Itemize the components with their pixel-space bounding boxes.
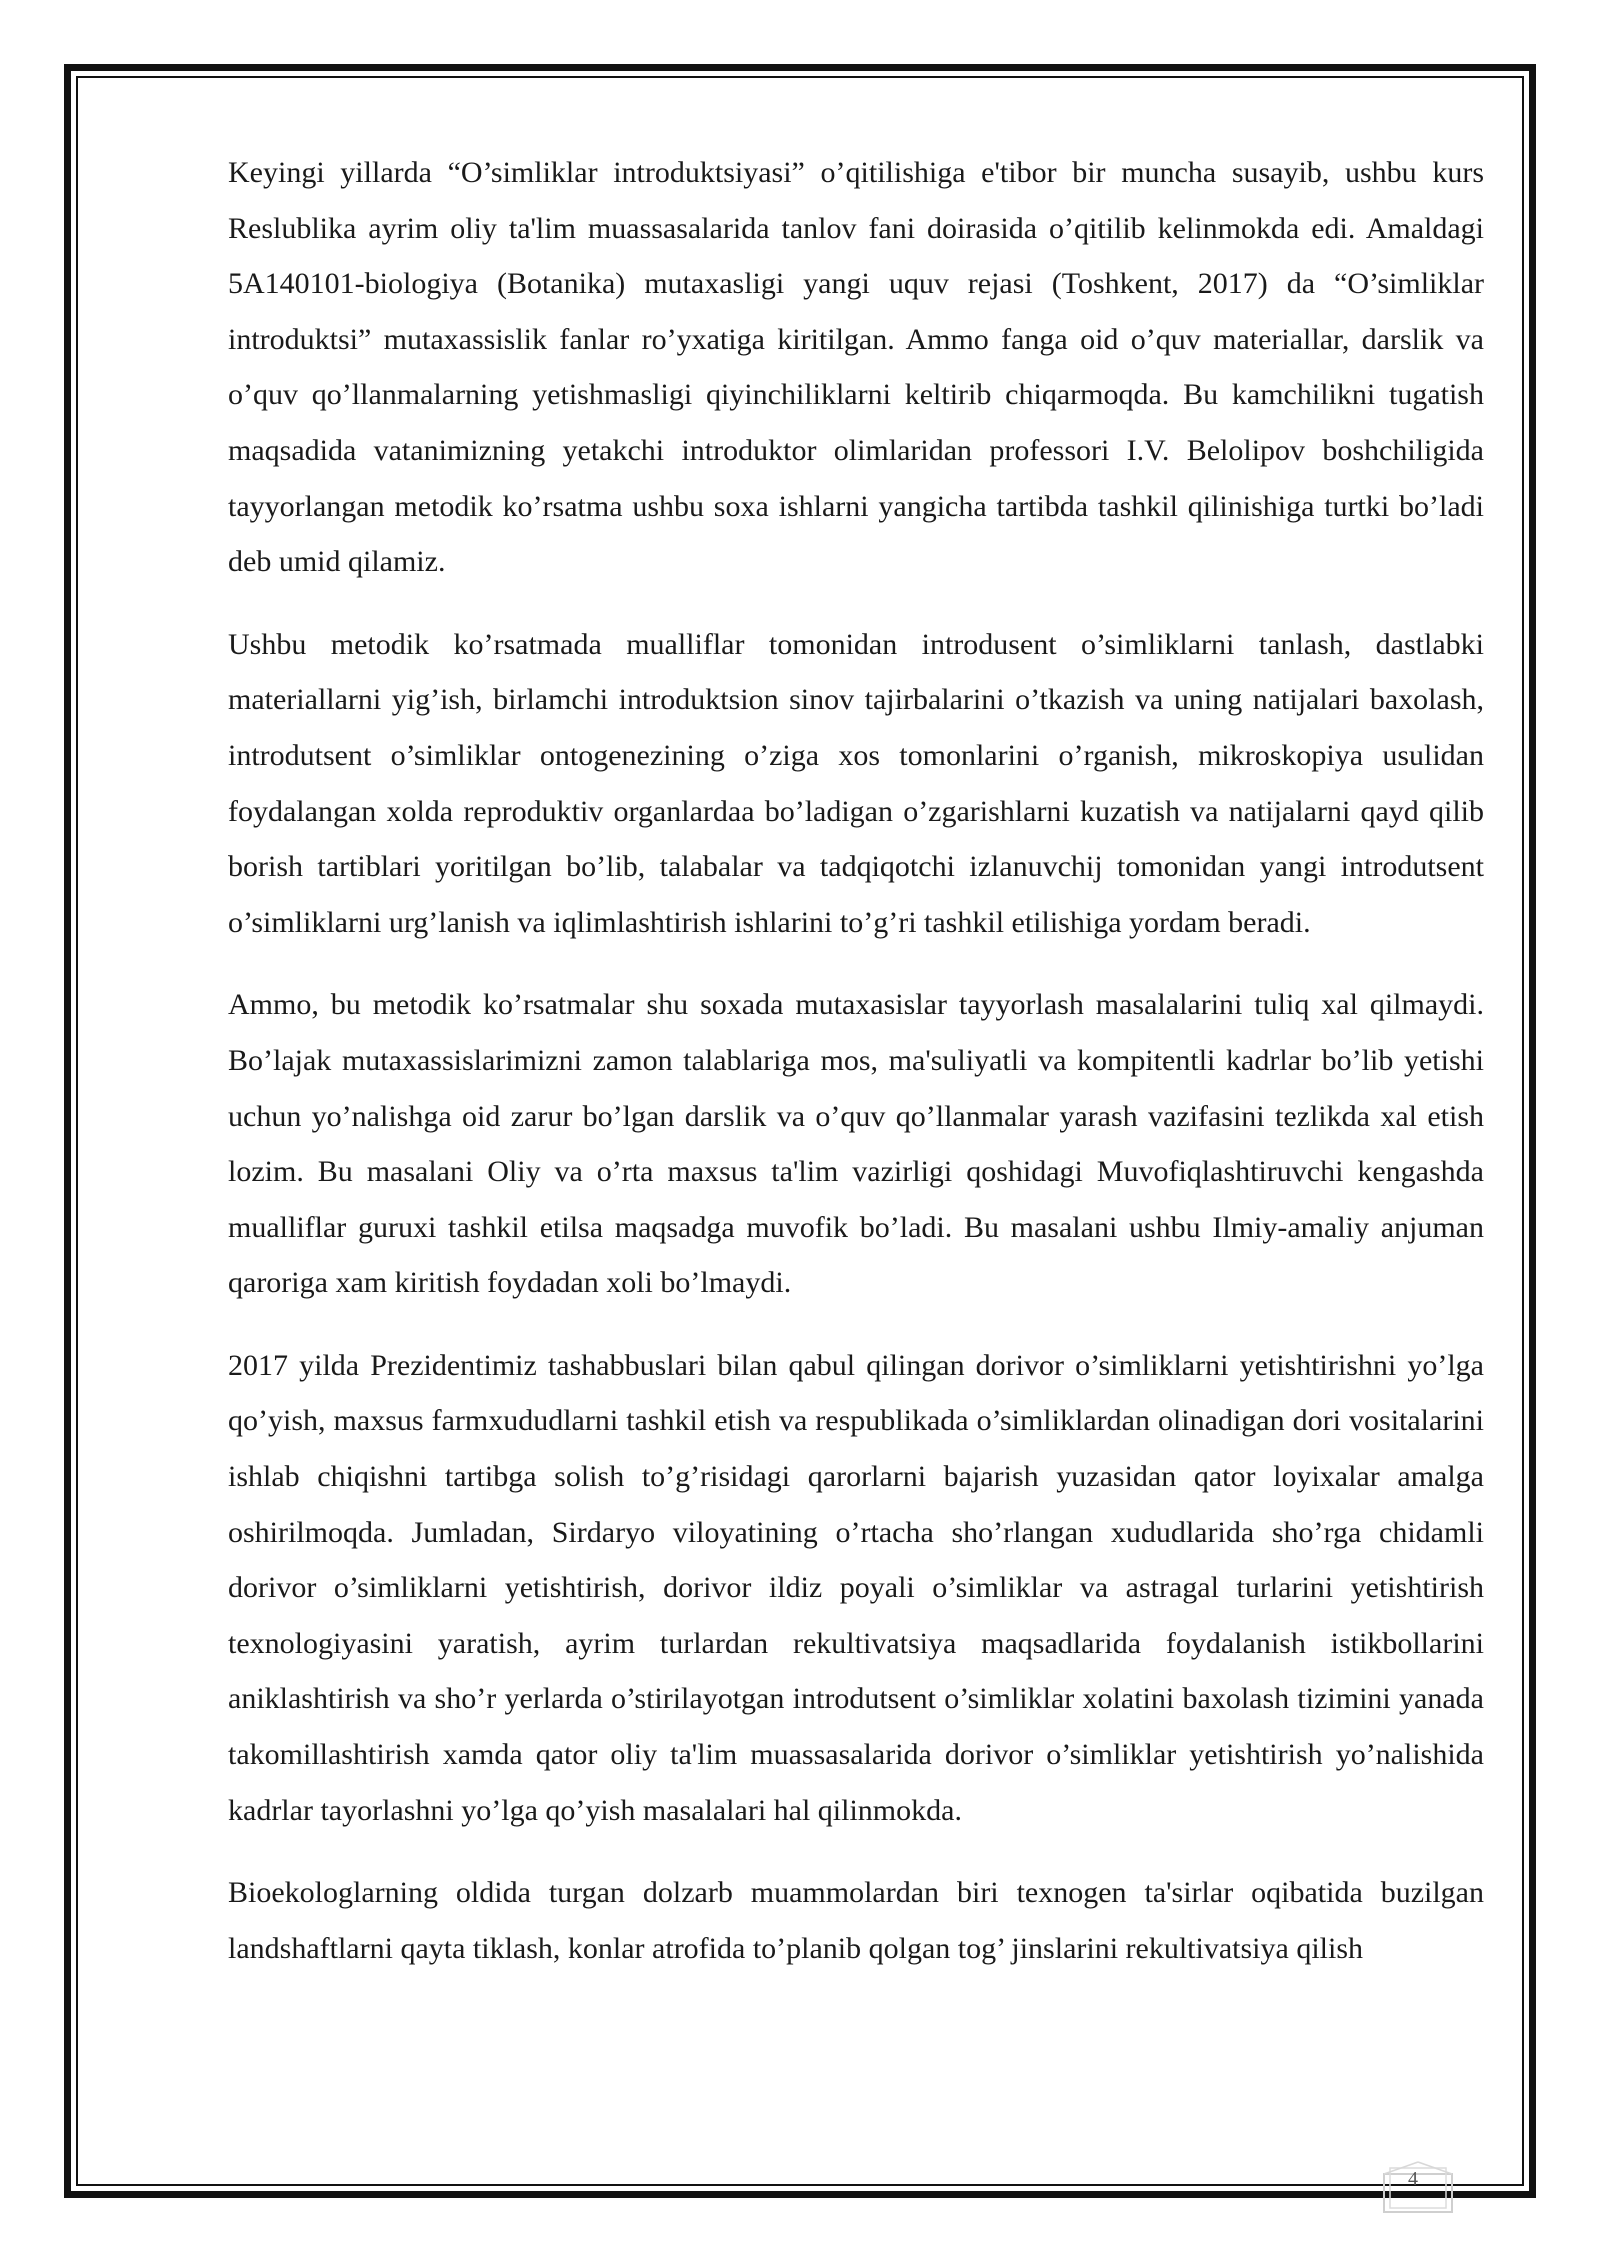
paragraph-3: Ammo, bu metodik ko’rsatmalar shu soxada mutaxasislar tayyorlash masalalarini tuliq xal qilmaydi. Bo’lajak mutaxassislarimizni zamon talablariga mos, ma'suliyatli va kompitentli kadrlar bo’lib yetishi uchun yo’nalishga oid zarur bo’lgan darslik va o’quv qo’llanmalar yarash vazifasini tezlikda xal etish lozim. Bu masalani Oliy va o’rta maxsus ta'lim vazirligi qoshidagi Muvofiqlashtiruvchi kengashda mualliflar guruxi tashkil etilsa maqsadga muvofik bo’ladi. Bu masalani ushbu Ilmiy-amaliy anjuman qaroriga xam kiritish foydadan xoli bo’lmaydi.: [228, 988, 1484, 1300]
paragraph-1: Keyingi yillarda “O’simliklar introduktsiyasi” o’qitilishiga e'tibor bir muncha susayib, ushbu kurs Reslublika ayrim oliy ta'lim muassasalarida tanlov fani doirasida o’qitilib kelinmokda edi. Amaldagi 5A140101-biologiya (Botanika) mutaxasligi yangi uquv rejasi (Toshkent, 2017) da “O’simliklar introduktsi” mutaxassislik fanlar ro’yxatiga kiritilgan. Ammo fanga oid o’quv materiallar, darslik va o’quv qo’llanmalarning yetishmasligi qiyinchiliklarni keltirib chiqarmoqda. Bu kamchilikni tugatish maqsadida vatanimizning yetakchi introduktor olimlaridan professori I.V. Belolipov boshchiligida tayyorlangan metodik ko’rsatma ushbu soxa ishlarni yangicha tartibda tashkil qilinishiga turtki bo’ladi deb umid qilamiz.: [228, 156, 1484, 579]
paragraph-2: Ushbu metodik ko’rsatmada mualliflar tomonidan introdusent o’simliklarni tanlash, dastlabki materiallarni yig’ish, birlamchi introduktsion sinov tajirbalarini o’tkazish va uning natijalari baxolash, introdutsent o’simliklar ontogenezining o’ziga xos tomonlarini o’rganish, mikroskopiya usulidan foydalangan xolda reproduktiv organlardaa bo’ladigan o’zgarishlarni kuzatish va natijalarni qayd qilib borish tartiblari yoritilgan bo’lib, talabalar va tadqiqotchi izlanuvchij tomonidan yangi introdutsent o’simliklarni urg’lanish va iqlimlashtirish ishlarini to’g’ri tashkil etilishiga yordam beradi.: [228, 627, 1484, 939]
paragraph-5: Bioekologlarning oldida turgan dolzarb muammolardan biri texnogen ta'sirlar oqibatida buzilgan landshaftlarni qayta tiklash, konlar atrofida to’planib qolgan tog’ jinslarini rekultivatsiya qilish: [228, 1876, 1484, 1965]
page-number-ornament-icon: [1380, 2160, 1456, 2216]
paragraph-4: 2017 yilda Prezidentimiz tashabbuslari bilan qabul qilingan dorivor o’simliklarni yetishtirishni yo’lga qo’yish, maxsus farmxududlarni tashkil etish va respublikada o’simliklardan olinadigan dori vositalarini ishlab chiqishni tartibga solish to’g’risidagi qarorlarni bajarish yuzasidan qator loyixalar amalga oshirilmoqda. Jumladan, Sirdaryo viloyatining o’rtacha sho’rlangan xududlarida sho’rga chidamli dorivor o’simliklarni yetishtirish, dorivor ildiz poyali o’simliklar va astragal turlarini yetishtirish texnologiyasini yaratish, ayrim turlardan rekultivatsiya maqsadlarida foydalanish istikbollarini aniklashtirish va sho’r yerlarda o’stirilayotgan introdutsent o’simliklar xolatini baxolash tizimini yanada takomillashtirish xamda qator oliy ta'lim muassasalarida dorivor o’simliklar yetishtirish yo’nalishida kadrlar tayorlashni yo’lga qo’yish masalalari hal qilinmokda.: [228, 1348, 1484, 1827]
page-number: 4: [1408, 2168, 1418, 2190]
document-body: [228, 145, 1484, 2003]
